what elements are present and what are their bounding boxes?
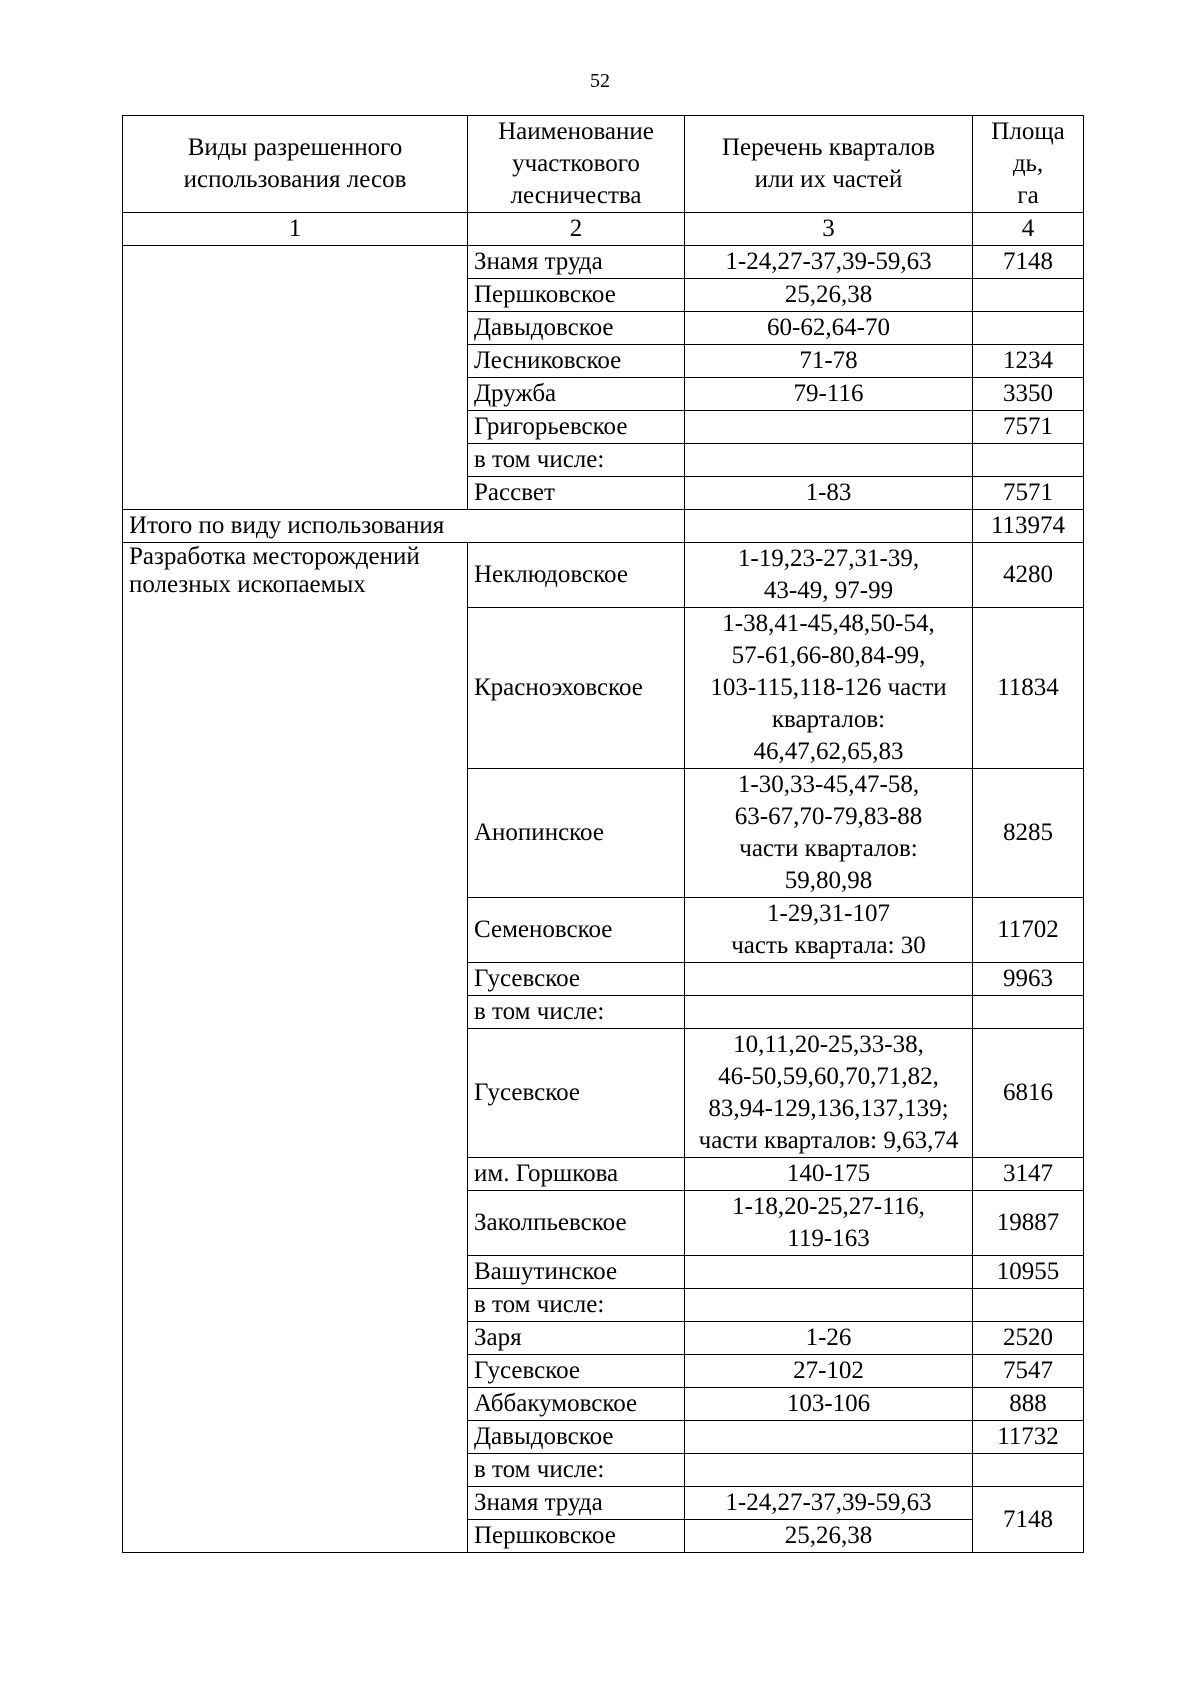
header-forestry-name: Наименование участкового лесничества [468,116,685,213]
quarters-list: 1-38,41-45,48,50-54, 57-61,66-80,84-99, 103-115,118-126 части кварталов: 46,47,62,65,83 [685,608,973,769]
forestry-name: в том числе: [468,444,685,477]
quarters-list: 1-83 [685,477,973,510]
forestry-name: Гусевское [468,1355,685,1388]
forestry-name: Аббакумовское [468,1388,685,1421]
forestry-name: Знамя труда [468,246,685,279]
total-blank [685,510,973,543]
area-value: 11732 [973,1421,1084,1454]
quarters-list: 1-30,33-45,47-58, 63-67,70-79,83-88 части кварталов: 59,80,98 [685,769,973,898]
area-value: 11834 [973,608,1084,769]
table-row [123,543,1084,608]
forestry-name: Гусевское [468,963,685,996]
quarters-list: 1-26 [685,1322,973,1355]
forestry-name: Семеновское [468,898,685,963]
total-row [123,510,1084,543]
quarters-list [685,444,973,477]
quarters-list: 79-116 [685,378,973,411]
area-value: 3350 [973,378,1084,411]
forestry-name: Заря [468,1322,685,1355]
column-number: 2 [468,213,685,246]
header-quarters-list: Перечень кварталов или их частей [685,116,973,213]
quarters-list: 10,11,20-25,33-38, 46-50,59,60,70,71,82, 83,94-129,136,137,139; части кварталов: 9,63,74 [685,1029,973,1158]
area-value: 8285 [973,769,1084,898]
kind-of-use-cell: Разработка месторождений полезных ископаемых [123,543,468,1553]
area-value: 10955 [973,1256,1084,1289]
quarters-list: 1-19,23-27,31-39, 43-49, 97-99 [685,543,973,608]
area-value [973,312,1084,345]
quarters-list [685,1421,973,1454]
forestry-name: в том числе: [468,996,685,1029]
forestry-name: Рассвет [468,477,685,510]
area-value: 888 [973,1388,1084,1421]
page-number: 52 [590,70,610,92]
column-number: 3 [685,213,973,246]
quarters-list: 1-24,27-37,39-59,63 [685,246,973,279]
area-value: 6816 [973,1029,1084,1158]
kind-of-use-cell [123,246,468,510]
column-number: 1 [123,213,468,246]
quarters-list [685,1256,973,1289]
column-number: 4 [973,213,1084,246]
forestry-name: Дружба [468,378,685,411]
area-value: 7571 [973,477,1084,510]
quarters-list [685,996,973,1029]
forestry-name: Першковское [468,1520,685,1553]
header-kind-of-use: Виды разрешенного использования лесов [123,116,468,213]
column-numbers-row [123,213,1084,246]
total-label: Итого по виду использования [123,510,685,543]
forestry-name: Знамя труда [468,1487,685,1520]
forestry-name: Заколпьевское [468,1191,685,1256]
total-value: 113974 [973,510,1084,543]
forestry-name: Давыдовское [468,312,685,345]
area-value [973,996,1084,1029]
header-area: Площа дь, га [973,116,1084,213]
forestry-name: Вашутинское [468,1256,685,1289]
area-value [973,1289,1084,1322]
area-value: 1234 [973,345,1084,378]
area-value [973,1454,1084,1487]
area-value [973,444,1084,477]
area-value: 19887 [973,1191,1084,1256]
quarters-list: 1-24,27-37,39-59,63 [685,1487,973,1520]
forestry-name: Давыдовское [468,1421,685,1454]
area-value: 7148 [973,1487,1084,1553]
forestry-name: Гусевское [468,1029,685,1158]
quarters-list: 25,26,38 [685,279,973,312]
quarters-list: 25,26,38 [685,1520,973,1553]
quarters-list: 71-78 [685,345,973,378]
area-value: 3147 [973,1158,1084,1191]
table-row [123,246,1084,279]
forestry-name: Неклюдовское [468,543,685,608]
forestry-name: в том числе: [468,1454,685,1487]
quarters-list [685,1454,973,1487]
forestry-name: Красноэховское [468,608,685,769]
quarters-list: 140-175 [685,1158,973,1191]
area-value: 7547 [973,1355,1084,1388]
quarters-list: 103-106 [685,1388,973,1421]
forestry-name: Григорьевское [468,411,685,444]
area-value: 9963 [973,963,1084,996]
forestry-name: Анопинское [468,769,685,898]
area-value [973,279,1084,312]
quarters-list [685,411,973,444]
header-row [123,116,1084,213]
area-value: 4280 [973,543,1084,608]
quarters-list: 1-18,20-25,27-116, 119-163 [685,1191,973,1256]
forestry-name: им. Горшкова [468,1158,685,1191]
quarters-list: 60-62,64-70 [685,312,973,345]
area-value: 7571 [973,411,1084,444]
quarters-list: 27-102 [685,1355,973,1388]
area-value: 11702 [973,898,1084,963]
forest-use-table [122,115,1084,1553]
quarters-list: 1-29,31-107 часть квартала: 30 [685,898,973,963]
area-value: 2520 [973,1322,1084,1355]
quarters-list [685,1289,973,1322]
forestry-name: в том числе: [468,1289,685,1322]
forestry-name: Першковское [468,279,685,312]
forestry-name: Лесниковское [468,345,685,378]
quarters-list [685,963,973,996]
area-value: 7148 [973,246,1084,279]
